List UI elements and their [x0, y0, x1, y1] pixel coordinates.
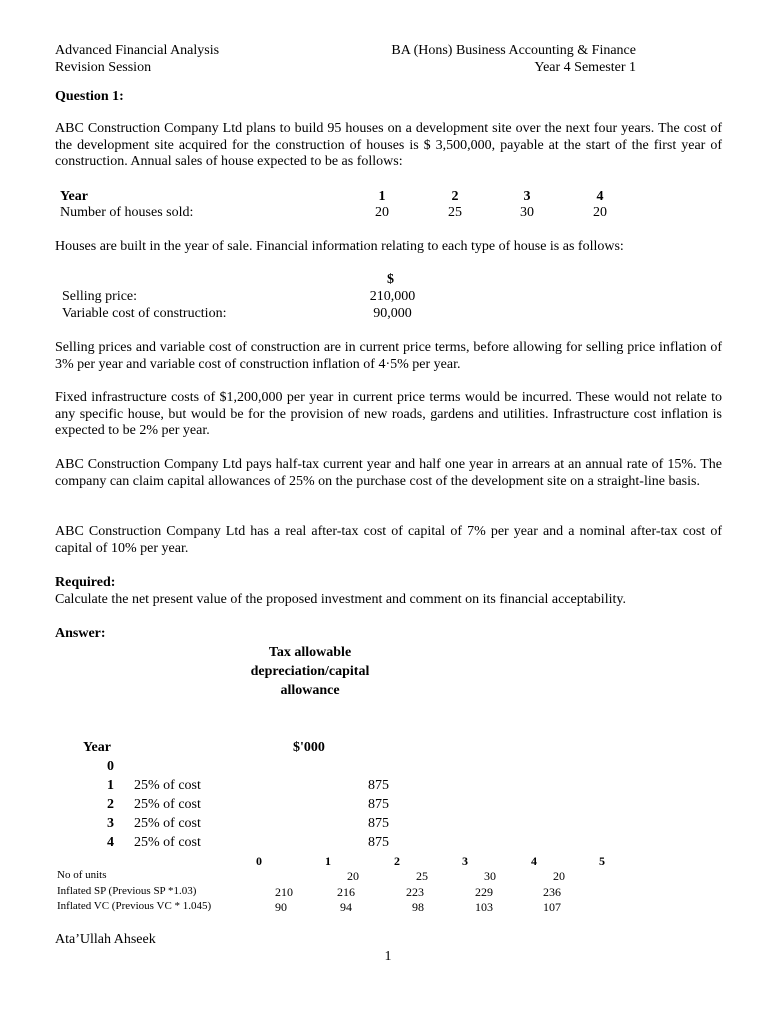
allowance-row-year: 2	[107, 797, 114, 812]
projection-year-5: 5	[599, 854, 605, 868]
required-text: Calculate the net present value of the proposed investment and comment on its financial acceptability.	[55, 592, 626, 607]
projection-year-0: 0	[256, 854, 262, 868]
allowance-row-value: 875	[368, 835, 389, 850]
inflation-paragraph: Selling prices and variable cost of construction are in current price terms, before allowing for selling price inflation of 3% per year and variable cost of construction inflation of 4·5% per year.	[55, 340, 722, 372]
allowance-year-label: Year	[83, 740, 111, 755]
projection-year-3: 3	[462, 854, 468, 868]
vc-cell: 103	[475, 900, 493, 914]
required-title: Required:	[55, 575, 116, 590]
allowance-unit-label: $'000	[293, 740, 325, 755]
header-year-semester: Year 4 Semester 1	[534, 60, 636, 75]
header-programme: BA (Hons) Business Accounting & Finance	[391, 43, 636, 58]
sales-houses-label: Number of houses sold:	[60, 205, 194, 220]
sp-label: Inflated SP (Previous SP *1.03)	[57, 885, 197, 897]
page-number: 1	[384, 949, 392, 964]
tax-paragraph: ABC Construction Company Ltd pays half-tax current year and half one year in arrears at an annual rate of 15%. The company can claim capital allowances of 25% on the purchase cost of the development site on a straight-line basis.	[55, 457, 722, 489]
units-cell: 20	[347, 869, 359, 883]
intro-paragraph: ABC Construction Company Ltd plans to build 95 houses on a development site over the next four years. The cost of the development site acquired for the construction of houses is $ 3,500,000, payable at the start of the first year of construction. Annual sales of house expected to be as follows:	[55, 121, 722, 169]
projection-year-1: 1	[325, 854, 331, 868]
cost-of-capital-paragraph: ABC Construction Company Ltd has a real after-tax cost of capital of 7% per year and a nominal after-tax cost of capital of 10% per year.	[55, 524, 722, 556]
price-currency: $	[387, 272, 394, 287]
sp-cell: 210	[275, 885, 293, 899]
vc-cell: 98	[412, 900, 424, 914]
sales-houses-2: 25	[448, 205, 462, 220]
projection-year-2: 2	[394, 854, 400, 868]
sp-cell: 229	[475, 885, 493, 899]
sales-houses-1: 20	[375, 205, 389, 220]
vc-cell: 107	[543, 900, 561, 914]
allowance-row-value: 875	[368, 816, 389, 831]
allowance-row-year: 1	[107, 778, 114, 793]
allowance-row-value: 875	[368, 797, 389, 812]
sales-year-label: Year	[60, 189, 88, 204]
sales-year-3: 3	[523, 189, 531, 204]
projection-year-4: 4	[531, 854, 537, 868]
houses-built-paragraph: Houses are built in the year of sale. Financial information relating to each type of house is as follows:	[55, 239, 624, 254]
vc-label: Inflated VC (Previous VC * 1.045)	[57, 900, 212, 912]
header-course-title: Advanced Financial Analysis	[55, 43, 220, 58]
sales-houses-4: 20	[593, 205, 607, 220]
question-title: Question 1:	[55, 89, 124, 104]
sp-cell: 236	[543, 885, 561, 899]
units-cell: 25	[416, 869, 428, 883]
sp-cell: 216	[337, 885, 355, 899]
units-label: No of units	[57, 869, 107, 881]
allowance-row-year: 3	[107, 816, 114, 831]
variable-cost-label: Variable cost of construction:	[62, 306, 227, 321]
selling-price-label: Selling price:	[62, 289, 138, 304]
allowance-row-year: 0	[107, 759, 114, 774]
allowance-row-year: 4	[107, 835, 114, 850]
header-session: Revision Session	[55, 60, 152, 75]
vc-cell: 94	[340, 900, 352, 914]
sales-year-2: 2	[451, 189, 459, 204]
allowance-row-desc: 25% of cost	[134, 835, 201, 850]
sp-cell: 223	[406, 885, 424, 899]
footer-author: Ata’Ullah Ahseek	[55, 932, 156, 947]
sales-year-1: 1	[378, 189, 386, 204]
allowance-heading-1: Tax allowable	[268, 645, 352, 660]
answer-title: Answer:	[55, 626, 106, 641]
sales-year-4: 4	[596, 189, 604, 204]
allowance-row-desc: 25% of cost	[134, 778, 201, 793]
units-cell: 30	[484, 869, 496, 883]
allowance-row-desc: 25% of cost	[134, 816, 201, 831]
fixed-cost-paragraph: Fixed infrastructure costs of $1,200,000 per year in current price terms would be incurred. These would not relate to any specific house, but would be for the provision of new roads, gardens and utilities. Infrastructure cost inflation is expected to be 2% per year.	[55, 390, 722, 438]
allowance-heading-2: depreciation/capital	[250, 664, 370, 679]
variable-cost-value: 90,000	[373, 306, 412, 321]
units-cell: 20	[553, 869, 565, 883]
selling-price-value: 210,000	[369, 289, 416, 304]
sales-houses-3: 30	[520, 205, 534, 220]
allowance-heading-3: allowance	[280, 683, 340, 698]
allowance-row-value: 875	[368, 778, 389, 793]
vc-cell: 90	[275, 900, 287, 914]
allowance-row-desc: 25% of cost	[134, 797, 201, 812]
